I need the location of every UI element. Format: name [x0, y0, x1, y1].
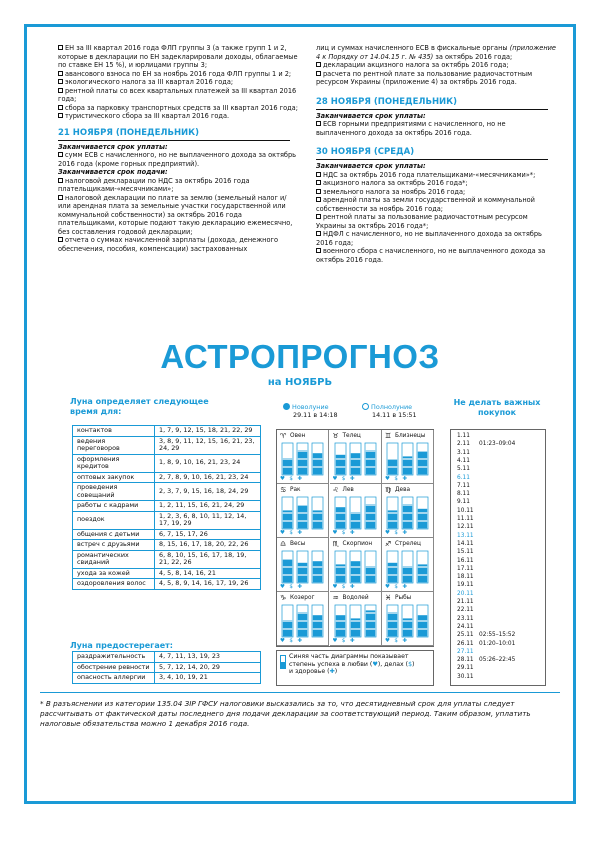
table-row: общения с детьми 6, 7, 15, 17, 26	[73, 529, 261, 540]
table-row: встреч с друзьями 8, 15, 16, 17, 18, 20, 22, 26	[73, 540, 261, 551]
love-bar-segment	[335, 630, 344, 637]
love-bar-segment	[335, 507, 344, 512]
list-item: расчета по рентной плате за пользование радиочастотным ресурсом Украины (приложение 4) за октябрь 2016 года.	[316, 69, 533, 86]
health-bar-segment	[365, 506, 374, 513]
zodiac-name: Стрелец	[395, 541, 421, 547]
work-bar-segment	[403, 456, 412, 458]
zodiac-cell	[277, 592, 329, 646]
zodiac-cell	[330, 430, 382, 484]
list-item: налоговой декларации по НДС за октябрь 2016 года плательщиками-«месячниками»;	[58, 176, 250, 193]
work-bar-segment	[350, 514, 359, 521]
work-bar-segment	[403, 630, 412, 637]
health-bar-segment	[418, 522, 427, 529]
moon-good-heading: Луна определяет следующее время для:	[70, 397, 209, 416]
work-bar-segment	[298, 514, 307, 521]
zodiac-category-icons: ♥$✚	[280, 584, 307, 590]
zodiac-category-icons: ♥$✚	[280, 638, 307, 644]
health-bar-segment	[313, 615, 322, 620]
list-item: акцизного налога за октябрь 2016 года*;	[316, 179, 556, 188]
checkbox-icon	[316, 214, 321, 219]
love-bar-segment	[283, 568, 292, 575]
health-bar-segment	[313, 622, 322, 629]
health-bar-segment	[418, 622, 427, 629]
checkbox-icon	[58, 152, 63, 157]
love-bar-segment	[388, 468, 397, 475]
zodiac-name: Козерог	[290, 595, 315, 601]
shop-day-row: 8.11	[457, 491, 470, 498]
zodiac-category-icons: ♥$✚	[385, 638, 412, 644]
shop-heading: Не делать важных покупок	[453, 398, 541, 417]
table-row: проведения совещаний 2, 3, 7, 9, 15, 16, 18, 24, 29	[73, 483, 261, 501]
list-item: арендной платы за земли государственной и коммунальной собственности за ноябрь 2016 года;	[316, 196, 535, 213]
work-bar-segment	[350, 568, 359, 575]
list-item: декларации акцизного налога за октябрь 2016 года;	[316, 61, 556, 70]
table-row: оптовых закупок 2, 7, 8, 9, 10, 16, 21, 23, 24	[73, 472, 261, 483]
work-bar-segment	[350, 618, 359, 620]
zodiac-cell	[330, 538, 382, 592]
table-row: оформления кредитов 1, 8, 9, 10, 16, 21, 23, 24	[73, 454, 261, 472]
zodiac-category-icons: ♥$✚	[280, 476, 307, 482]
shop-day-row: 5.11	[457, 466, 470, 473]
zodiac-category-icons: ♥$✚	[332, 638, 360, 644]
zodiac-name: Телец	[342, 433, 361, 439]
love-bar-segment	[388, 514, 397, 521]
list-item: сумм ЕСВ с начисленного, но не выплаченного дохода за октябрь 2016 года (кроме горных предприятий).	[58, 151, 297, 168]
full-moon-icon	[362, 403, 369, 410]
work-bar-segment	[298, 576, 307, 583]
zodiac-bars	[385, 496, 431, 530]
love-bar-segment	[283, 576, 292, 583]
health-bar-segment	[313, 514, 322, 521]
love-bar-segment	[283, 522, 292, 529]
list-item: авансового взноса по ЕН за ноябрь 2016 года ФЛП группы 1 и 2;	[58, 70, 298, 79]
list-item: рентной платы со всех квартальных платежей за III квартал 2016 года;	[58, 86, 297, 103]
table-row: раздражительность 4, 7, 11, 13, 19, 23	[73, 652, 261, 663]
health-bar-segment	[365, 460, 374, 467]
zodiac-sign-icon: ♍	[385, 486, 392, 494]
zodiac-bars	[333, 496, 379, 530]
checkbox-icon	[58, 178, 63, 183]
list-item: отчета о суммах начисленной зарплаты (дохода, денежного обеспечения, пособия, компенсации) застрахованных	[58, 236, 279, 253]
footnote: * В разъяснении из категории 135.04 ЗІР ГФСУ налоговики высказались за то, что десятидневный срок для уплаты следует рассчитывать от фактической даты последнего дня подачи декларации за соответствующий период. Таким образом, уплатить налоговые обязательства можно 1 декабря 2016 года.	[40, 699, 531, 728]
work-bar-segment	[298, 568, 307, 575]
zodiac-name: Лев	[342, 487, 354, 493]
zodiac-category-icons: ♥$✚	[385, 476, 412, 482]
shop-day-row: 13.11	[457, 532, 474, 539]
zodiac-category-icons: ♥$✚	[332, 584, 360, 590]
love-bar-segment	[388, 510, 397, 512]
love-bar-segment	[335, 615, 344, 620]
health-bar-segment	[313, 510, 322, 512]
health-bar-segment	[365, 568, 374, 575]
table-row: поездок 1, 2, 3, 6, 8, 10, 11, 12, 14, 17, 19, 29	[73, 511, 261, 529]
health-bar-segment	[365, 452, 374, 459]
zodiac-sign-icon: ♐	[385, 540, 392, 548]
shop-day-row: 27.11	[457, 648, 474, 655]
checkbox-icon	[316, 189, 321, 194]
shop-day-row: 10.11	[457, 507, 474, 514]
shop-day-row: 15.11	[457, 549, 474, 556]
work-bar-segment	[350, 468, 359, 475]
health-bar-segment	[418, 468, 427, 475]
shop-day-row: 24.11	[457, 623, 474, 630]
health-bar-segment	[418, 509, 427, 513]
zodiac-bars	[333, 604, 379, 638]
legend-swatch	[280, 655, 286, 669]
zodiac-bars	[280, 550, 326, 584]
shop-day-row: 4.11	[457, 457, 470, 464]
health-bar-segment	[365, 630, 374, 637]
health-bar-segment	[313, 568, 322, 575]
love-bar-segment	[335, 576, 344, 583]
health-bar-segment	[418, 615, 427, 620]
money-icon: $	[408, 660, 413, 668]
work-bar-segment	[298, 506, 307, 513]
health-bar-segment	[313, 561, 322, 566]
section-28-sub: Заканчивается срок уплаты:	[316, 111, 426, 120]
checkbox-icon	[58, 195, 63, 200]
section-30-title: 30 НОЯБРЯ (СРЕДА)	[316, 147, 415, 157]
zodiac-category-icons: ♥$✚	[385, 530, 412, 536]
list-item: НДФЛ с начисленного, но не выплаченного дохода за октябрь 2016 года;	[316, 230, 542, 247]
moon-warn-heading: Луна предостерегает:	[70, 641, 174, 650]
love-bar-segment	[335, 455, 344, 459]
work-bar-segment	[403, 522, 412, 529]
love-bar-segment	[388, 614, 397, 621]
shop-day-row: 20.11	[457, 590, 474, 597]
love-bar-segment	[388, 630, 397, 637]
checkbox-icon	[58, 79, 63, 84]
shop-day-row: 16.11	[457, 557, 474, 564]
love-bar-segment	[335, 514, 344, 521]
zodiac-cell	[277, 538, 329, 592]
checkbox-icon	[316, 71, 321, 76]
new-moon: Новолуние 29.11 в 14:18	[283, 403, 338, 419]
zodiac-sign-icon: ♒	[332, 594, 339, 602]
health-bar-segment	[365, 576, 374, 583]
section-28-title: 28 НОЯБРЯ (ПОНЕДЕЛЬНИК)	[316, 96, 458, 107]
zodiac-name: Весы	[290, 541, 306, 547]
love-bar-segment	[388, 568, 397, 575]
zodiac-bars	[385, 442, 431, 476]
checkbox-icon	[316, 231, 321, 236]
shop-day-row: 22.11	[457, 607, 474, 614]
health-bar-segment	[418, 514, 427, 521]
checkbox-icon	[316, 248, 321, 253]
shop-day-row: 1.11	[457, 433, 470, 439]
table-row: ухода за кожей 4, 5, 8, 14, 16, 21	[73, 568, 261, 579]
shop-day-row: 23.11	[457, 615, 474, 622]
zodiac-bars	[385, 550, 431, 584]
table-row: ведения переговоров 3, 8, 9, 11, 12, 15, 16, 21, 23, 24, 29	[73, 436, 261, 454]
zodiac-name: Близнецы	[395, 433, 426, 439]
work-bar-segment	[403, 468, 412, 475]
zodiac-bars	[385, 604, 431, 638]
health-bar-segment	[365, 468, 374, 475]
love-bar-segment	[388, 460, 397, 467]
love-bar-segment	[283, 630, 292, 637]
health-icon: ✚	[329, 668, 335, 676]
shop-days-list	[450, 429, 546, 686]
table-row: обострение ревности 5, 7, 12, 14, 20, 29	[73, 662, 261, 673]
list-item: ЕН за III квартал 2016 года ФЛП группы 3 (а также групп 1 и 2, которые в декларации по ЕН задекларировали доходы, облагаемые по ставке ЕН 15 %), и юрлицами группы 3;	[58, 44, 298, 69]
love-bar-segment	[388, 576, 397, 583]
health-bar-segment	[313, 460, 322, 467]
zodiac-name: Рыбы	[395, 595, 412, 601]
love-bar-segment	[283, 510, 292, 512]
love-bar-segment	[335, 522, 344, 529]
checkbox-icon	[316, 180, 321, 185]
love-bar-segment	[335, 468, 344, 475]
left-column	[58, 44, 298, 253]
shop-day-row: 25.11 02:55–15:52	[457, 632, 516, 639]
shop-day-row: 12.11	[457, 524, 474, 531]
zodiac-cell	[382, 484, 434, 538]
zodiac-category-icons: ♥$✚	[385, 584, 412, 590]
work-bar-segment	[298, 452, 307, 459]
section-21-sub2: Заканчивается срок подачи:	[58, 168, 168, 176]
section-21-title: 21 НОЯБРЯ (ПОНЕДЕЛЬНИК)	[58, 127, 200, 138]
work-bar-segment	[350, 453, 359, 458]
work-bar-segment	[403, 618, 412, 620]
shop-day-row: 18.11	[457, 574, 474, 581]
divider	[316, 109, 548, 110]
checkbox-icon	[58, 45, 63, 50]
zodiac-cell	[382, 538, 434, 592]
zodiac-cell	[330, 592, 382, 646]
shop-day-row: 14.11	[457, 540, 474, 547]
health-bar-segment	[418, 564, 427, 566]
work-bar-segment	[298, 622, 307, 629]
divider	[58, 140, 290, 141]
health-bar-segment	[313, 468, 322, 475]
zodiac-cell	[382, 430, 434, 484]
zodiac-sign-icon: ♈	[280, 432, 287, 440]
health-bar-segment	[365, 622, 374, 629]
continuation-text: лиц и суммах начисленного ЕСВ в фискальные органы (приложение 4 к Порядку от 14.04.15 г. № 435) за октябрь 2016 года;	[316, 44, 556, 61]
list-item: военного сбора с начисленного, но не выплаченного дохода за октябрь 2016 года.	[316, 247, 546, 264]
zodiac-name: Дева	[395, 487, 411, 493]
zodiac-legend: Синяя часть диаграммы показывает степень успеха в любви (♥), делах ($) и здоровье (✚)	[276, 650, 434, 686]
list-item: экологического налога за III квартал 2016 года;	[58, 78, 298, 87]
work-bar-segment	[298, 614, 307, 621]
love-bar-segment	[388, 522, 397, 529]
love-bar-segment	[335, 460, 344, 467]
zodiac-name: Овен	[290, 433, 306, 439]
footnote-divider	[40, 692, 560, 693]
checkbox-icon	[316, 62, 321, 67]
moon-good-table	[72, 425, 261, 590]
work-bar-segment	[298, 460, 307, 467]
work-bar-segment	[403, 568, 412, 575]
health-bar-segment	[313, 630, 322, 637]
shop-day-row: 7.11	[457, 482, 470, 489]
work-bar-segment	[298, 563, 307, 567]
divider	[316, 159, 548, 160]
zodiac-bars	[333, 550, 379, 584]
health-bar-segment	[418, 452, 427, 459]
health-bar-segment	[313, 576, 322, 583]
zodiac-sign-icon: ♑	[280, 594, 287, 602]
zodiac-sign-icon: ♋	[280, 486, 287, 494]
work-bar-segment	[350, 460, 359, 467]
shop-day-row: 30.11	[457, 673, 474, 680]
love-bar-segment	[283, 514, 292, 521]
zodiac-name: Рак	[290, 487, 301, 493]
checkbox-icon	[316, 121, 321, 126]
shop-day-row: 28.11 05:26–22:45	[457, 657, 516, 664]
moon-warn-table	[72, 651, 261, 684]
list-item: НДС за октябрь 2016 года плательщиками-«месячниками»*;	[316, 171, 556, 180]
section-21-sub1: Заканчивается срок уплаты:	[58, 142, 168, 151]
list-item: ЕСВ горными предприятиями с начисленного, но не выплаченного дохода за октябрь 2016 года.	[316, 120, 506, 137]
zodiac-bars	[280, 496, 326, 530]
health-bar-segment	[313, 522, 322, 529]
love-bar-segment	[335, 622, 344, 629]
zodiac-cell	[330, 484, 382, 538]
zodiac-bars	[333, 442, 379, 476]
zodiac-sign-icon: ♎	[280, 540, 287, 548]
health-bar-segment	[365, 614, 374, 621]
shop-day-row: 2.11 01:23–09:04	[457, 441, 516, 448]
zodiac-sign-icon: ♊	[385, 432, 392, 440]
health-bar-segment	[313, 453, 322, 458]
astro-title: АСТРОПРОГНОЗ	[160, 338, 440, 375]
checkbox-icon	[58, 113, 63, 118]
full-moon: Полнолуние 14.11 в 15:51	[362, 403, 417, 419]
list-item: налоговой декларации по плате за землю (земельный налог и/или арендная плата за земельные участки государственной или коммунальной собственности) за октябрь 2016 года плательщиками, которые подают такую декларацию ежемесячно, без составления годовой декларации;	[58, 193, 293, 236]
love-bar-segment	[335, 564, 344, 566]
work-bar-segment	[350, 561, 359, 566]
shop-day-row: 19.11	[457, 582, 474, 589]
zodiac-sign-icon: ♌	[332, 486, 339, 494]
list-item: туристического сбора за III квартал 2016 года.	[58, 112, 298, 121]
heart-icon: ♥	[372, 660, 378, 668]
work-bar-segment	[403, 460, 412, 467]
work-bar-segment	[350, 522, 359, 529]
work-bar-segment	[403, 576, 412, 583]
zodiac-name: Водолей	[342, 595, 369, 601]
zodiac-bars	[280, 604, 326, 638]
table-row: работы с кадрами 1, 2, 11, 15, 16, 21, 24, 29	[73, 501, 261, 512]
table-row: романтических свиданий 6, 8, 10, 15, 16, 17, 18, 19, 21, 22, 26	[73, 550, 261, 568]
love-bar-segment	[283, 460, 292, 467]
checkbox-icon	[58, 88, 63, 93]
zodiac-cell	[277, 430, 329, 484]
section-30-sub: Заканчивается срок уплаты:	[316, 162, 426, 170]
zodiac-sign-icon: ♉	[332, 432, 339, 440]
work-bar-segment	[298, 630, 307, 637]
shop-day-row: 11.11	[457, 516, 474, 522]
table-row: опасность аллергии 3, 4, 10, 19, 21	[73, 673, 261, 684]
love-bar-segment	[283, 560, 292, 567]
work-bar-segment	[350, 622, 359, 629]
work-bar-segment	[298, 522, 307, 529]
new-moon-icon	[283, 403, 290, 410]
right-column	[316, 44, 556, 264]
zodiac-grid	[276, 429, 434, 647]
health-bar-segment	[418, 630, 427, 637]
zodiac-cell	[382, 592, 434, 646]
work-bar-segment	[350, 630, 359, 637]
checkbox-icon	[316, 197, 321, 202]
table-row: оздоровления волос 4, 5, 8, 9, 14, 16, 17, 19, 26	[73, 579, 261, 590]
love-bar-segment	[388, 622, 397, 629]
zodiac-sign-icon: ♓	[385, 594, 392, 602]
health-bar-segment	[418, 568, 427, 575]
list-item: рентной платы за пользование радиочастотным ресурсом Украины за октябрь 2016 года*;	[316, 213, 528, 230]
shop-day-row: 6.11	[457, 474, 470, 481]
health-bar-segment	[418, 460, 427, 467]
work-bar-segment	[403, 622, 412, 629]
shop-day-row: 26.11 01:20–10:01	[457, 640, 516, 647]
zodiac-category-icons: ♥$✚	[280, 530, 307, 536]
list-item: сбора за парковку транспортных средств за III квартал 2016 года;	[58, 104, 298, 113]
health-bar-segment	[418, 576, 427, 583]
shop-day-row: 21.11	[457, 599, 474, 605]
zodiac-bars	[280, 442, 326, 476]
table-row: контактов 1, 7, 9, 12, 15, 18, 21, 22, 29	[73, 426, 261, 437]
shop-day-row: 9.11	[457, 499, 470, 506]
health-bar-segment	[365, 610, 374, 612]
checkbox-icon	[58, 105, 63, 110]
list-item: земельного налога за ноябрь 2016 года;	[316, 188, 556, 197]
love-bar-segment	[388, 563, 397, 567]
zodiac-cell	[277, 484, 329, 538]
astro-subtitle: на НОЯБРЬ	[267, 377, 333, 388]
checkbox-icon	[58, 237, 63, 242]
love-bar-segment	[335, 568, 344, 575]
love-bar-segment	[283, 622, 292, 629]
work-bar-segment	[298, 468, 307, 475]
health-bar-segment	[365, 514, 374, 521]
checkbox-icon	[316, 172, 321, 177]
work-bar-segment	[350, 576, 359, 583]
shop-day-row: 17.11	[457, 565, 474, 572]
checkbox-icon	[58, 71, 63, 76]
zodiac-sign-icon: ♏	[332, 540, 339, 548]
health-bar-segment	[365, 522, 374, 529]
zodiac-name: Скорпион	[342, 541, 373, 547]
love-bar-segment	[283, 468, 292, 475]
work-bar-segment	[403, 514, 412, 521]
zodiac-category-icons: ♥$✚	[332, 530, 360, 536]
shop-day-row: 3.11	[457, 449, 470, 456]
work-bar-segment	[403, 506, 412, 513]
zodiac-category-icons: ♥$✚	[332, 476, 360, 482]
shop-day-row: 29.11	[457, 665, 474, 672]
